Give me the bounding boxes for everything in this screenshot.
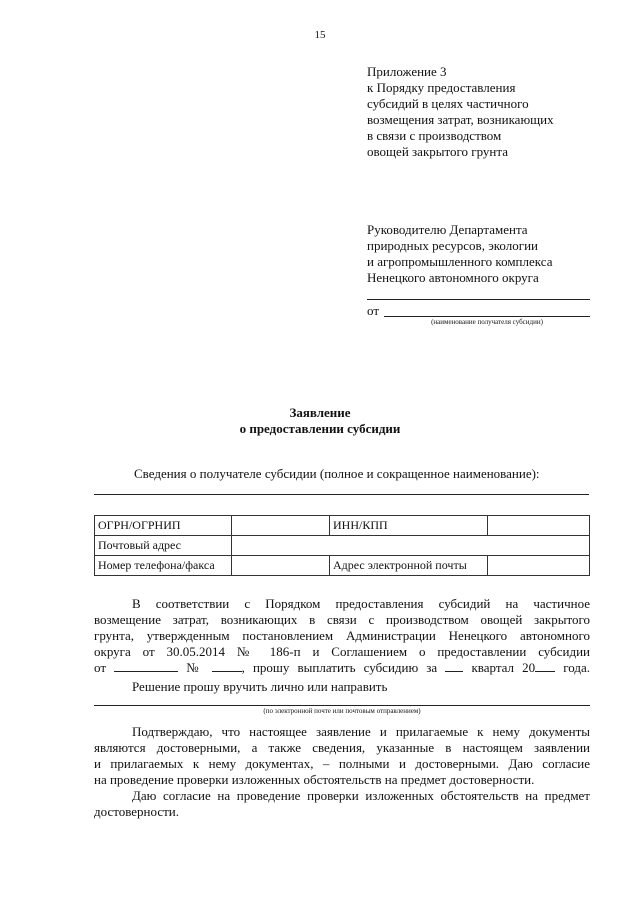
decision-text: Решение прошу вручить лично или направить [132,679,388,694]
paragraph-request [94,596,590,676]
page-number: 15 [314,29,326,41]
document-subtitle: о предоставлении субсидии [239,421,401,436]
table-row [95,536,590,556]
addressee-block [367,222,552,286]
recipient-name-line[interactable] [94,494,589,495]
agreement-number-blank[interactable] [212,660,242,672]
quarter-blank[interactable] [445,660,463,672]
addressee-line: природных ресурсов, экологии [367,238,538,253]
text-line: Подтверждаю, что настоящее заявление и прилагаемые к нему документы [132,724,590,739]
appendix-line: к Порядку предоставления [367,80,516,95]
quarter-text: квартал 20 [471,660,536,675]
text-line: достоверности. [94,804,179,819]
text-line: округа от 30.05.2014 № 186-п и Соглашением о предоставлении субсидии [94,644,590,659]
text-line: являются достоверными, а также сведения, указанные в настоящем заявлении [94,740,590,755]
phone-value-cell[interactable] [232,556,330,576]
document-title: Заявление [289,405,351,420]
number-sign: № [186,660,204,675]
appendix-line: Приложение 3 [367,64,447,79]
email-label: Адрес электронной почты [330,556,488,576]
text-line: возмещение затрат, возникающих в связи с производством овощей закрытого [94,612,590,627]
appendix-line: субсидий в целях частичного [367,96,529,111]
text-line: Даю согласие на проведение проверки изложенных обстоятельств на предмет [132,788,590,803]
inn-label: ИНН/КПП [330,516,488,536]
addressee-line: Руководителю Департамента [367,222,528,237]
addressee-line: Ненецкого автономного округа [367,270,539,285]
from-word: от [94,660,107,675]
agreement-date-blank[interactable] [114,660,178,672]
from-blank-line[interactable] [384,316,590,317]
text-line: на проведение проверки изложенных обстоятельств на предмет достоверности. [94,772,535,787]
request-text: , прошу выплатить субсидию за [241,660,438,675]
text-line-blanks [94,660,590,676]
recipient-table [94,515,590,576]
paragraph-confirmation [94,724,590,788]
appendix-line: возмещения затрат, возникающих [367,112,554,127]
table-row [95,556,590,576]
ogrn-label: ОГРН/ОГРНИП [95,516,232,536]
appendix-block [367,64,554,160]
from-caption: (наименование получателя субсидии) [431,318,543,326]
addressee-line: и агропромышленного комплекса [367,254,553,269]
appendix-line: в связи с производством [367,128,502,143]
table-row [95,516,590,536]
address-label: Почтовый адрес [95,536,232,556]
email-value-cell[interactable] [488,556,590,576]
phone-label: Номер телефона/факса [95,556,232,576]
address-value-cell[interactable] [232,536,590,556]
inn-value-cell[interactable] [488,516,590,536]
decision-caption: (по электронной почте или почтовым отправлением) [263,707,421,715]
year-blank[interactable] [535,660,555,672]
addressee-blank-line[interactable] [367,299,590,300]
year-word: года. [563,660,591,675]
appendix-line: овощей закрытого грунта [367,144,508,159]
text-line: и прилагаемых к нему документах, – полными и достоверными. Даю согласие [94,756,590,771]
text-line: грунта, утвержденным постановлением Администрации Ненецкого автономного [94,628,590,643]
ogrn-value-cell[interactable] [232,516,330,536]
paragraph-consent [94,788,590,820]
from-label: от [367,303,380,318]
text-line: В соответствии с Порядком предоставления субсидий на частичное [132,596,590,611]
decision-blank-line[interactable] [94,705,590,706]
recipient-info-label: Сведения о получателе субсидии (полное и сокращенное наименование): [134,466,540,481]
